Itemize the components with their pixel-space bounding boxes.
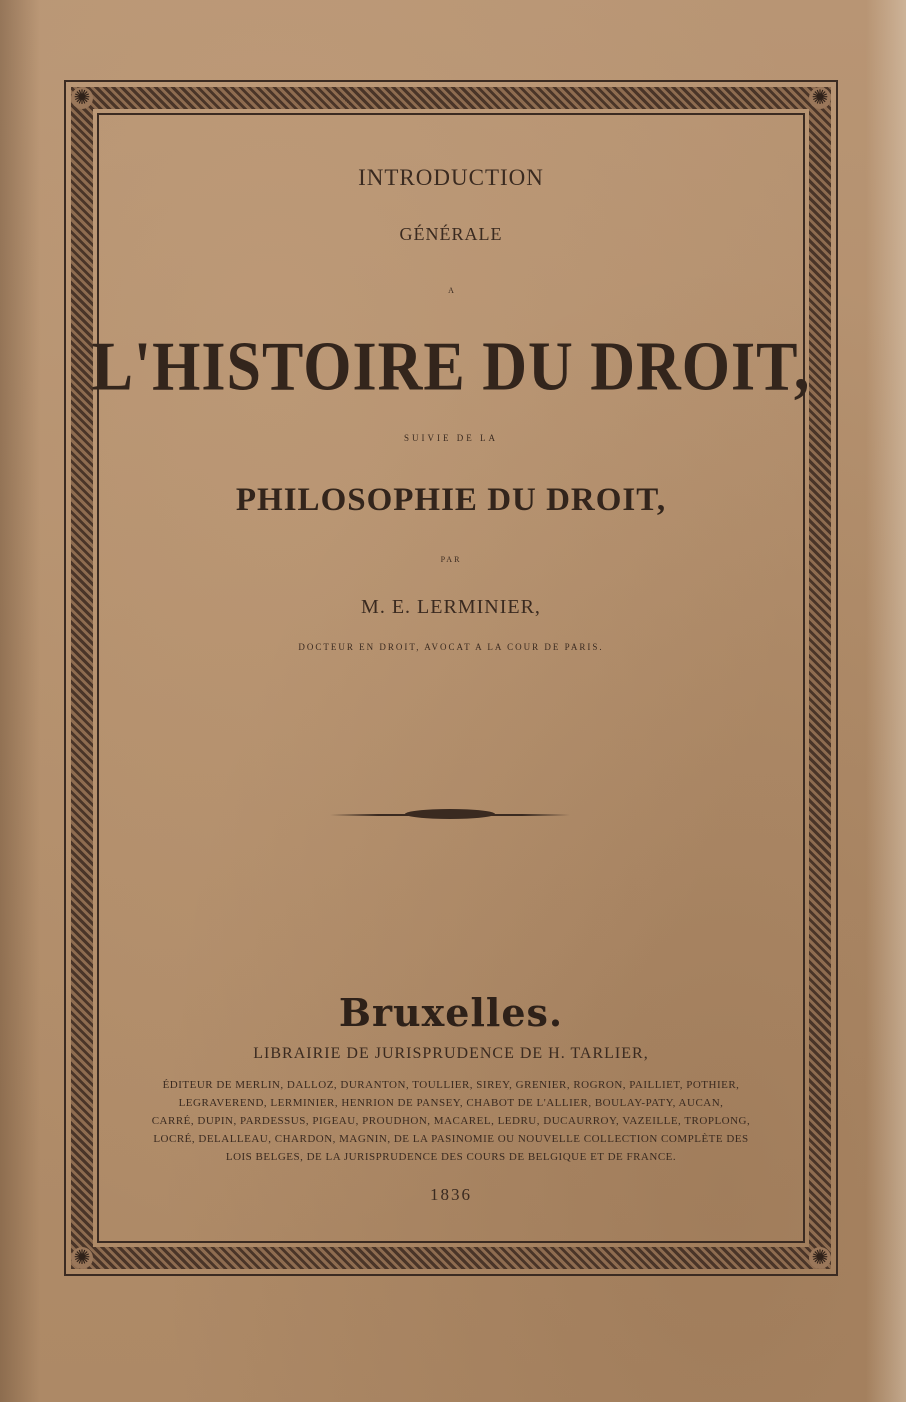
corner-rosette-icon: ✺ xyxy=(809,87,831,109)
title-line-suivie: SUIVIE DE LA xyxy=(404,433,498,443)
author-credentials: DOCTEUR EN DROIT, AVOCAT A LA COUR DE PARIS. xyxy=(298,642,604,652)
title-line-a: A xyxy=(448,286,454,295)
imprint-city: Bruxelles. xyxy=(338,990,564,1035)
divider-ornament-center xyxy=(405,809,495,819)
publisher-details xyxy=(125,1076,777,1166)
publisher-details-line: ÉDITEUR DE MERLIN, DALLOZ, DURANTON, TOULLIER, SIREY, GRENIER, ROGRON, PAILLIET, POTHIER, xyxy=(162,1079,740,1091)
publisher-details-line: LOCRÉ, DELALLEAU, CHARDON, MAGNIN, DE LA PASINOMIE OU NOUVELLE COLLECTION COMPLÈTE DES xyxy=(153,1133,749,1145)
publisher-details-line: CARRÉ, DUPIN, PARDESSUS, PIGEAU, PROUDHON, MACAREL, LEDRU, DUCAURROY, VAZEILLE, TROPLONG, xyxy=(151,1115,751,1127)
corner-rosette-icon: ✺ xyxy=(71,87,93,109)
publisher-details-line: LOIS BELGES, DE LA JURISPRUDENCE DES COURS DE BELGIQUE ET DE FRANCE. xyxy=(225,1151,677,1163)
imprint-publisher: LIBRAIRIE DE JURISPRUDENCE DE H. TARLIER, xyxy=(253,1045,649,1062)
right-edge-highlight xyxy=(866,0,906,1402)
title-line-generale: GÉNÉRALE xyxy=(399,224,503,244)
corner-rosette-icon: ✺ xyxy=(809,1247,831,1269)
inner-border-rule xyxy=(97,113,805,1243)
corner-rosette-icon: ✺ xyxy=(71,1247,93,1269)
author-name: M. E. LERMINIER, xyxy=(361,596,541,618)
subtitle: PHILOSOPHIE DU DROIT, xyxy=(235,482,667,518)
left-edge-shadow xyxy=(0,0,40,1402)
title-line-introduction: INTRODUCTION xyxy=(358,165,544,190)
title-line-par: PAR xyxy=(440,555,462,564)
publisher-details-line: LEGRAVEREND, LERMINIER, HENRION DE PANSEY, CHABOT DE L'ALLIER, BOULAY-PATY, AUCAN, xyxy=(178,1097,724,1109)
imprint-year: 1836 xyxy=(430,1185,472,1204)
main-title: L'HISTOIRE DU DROIT, xyxy=(91,328,811,406)
